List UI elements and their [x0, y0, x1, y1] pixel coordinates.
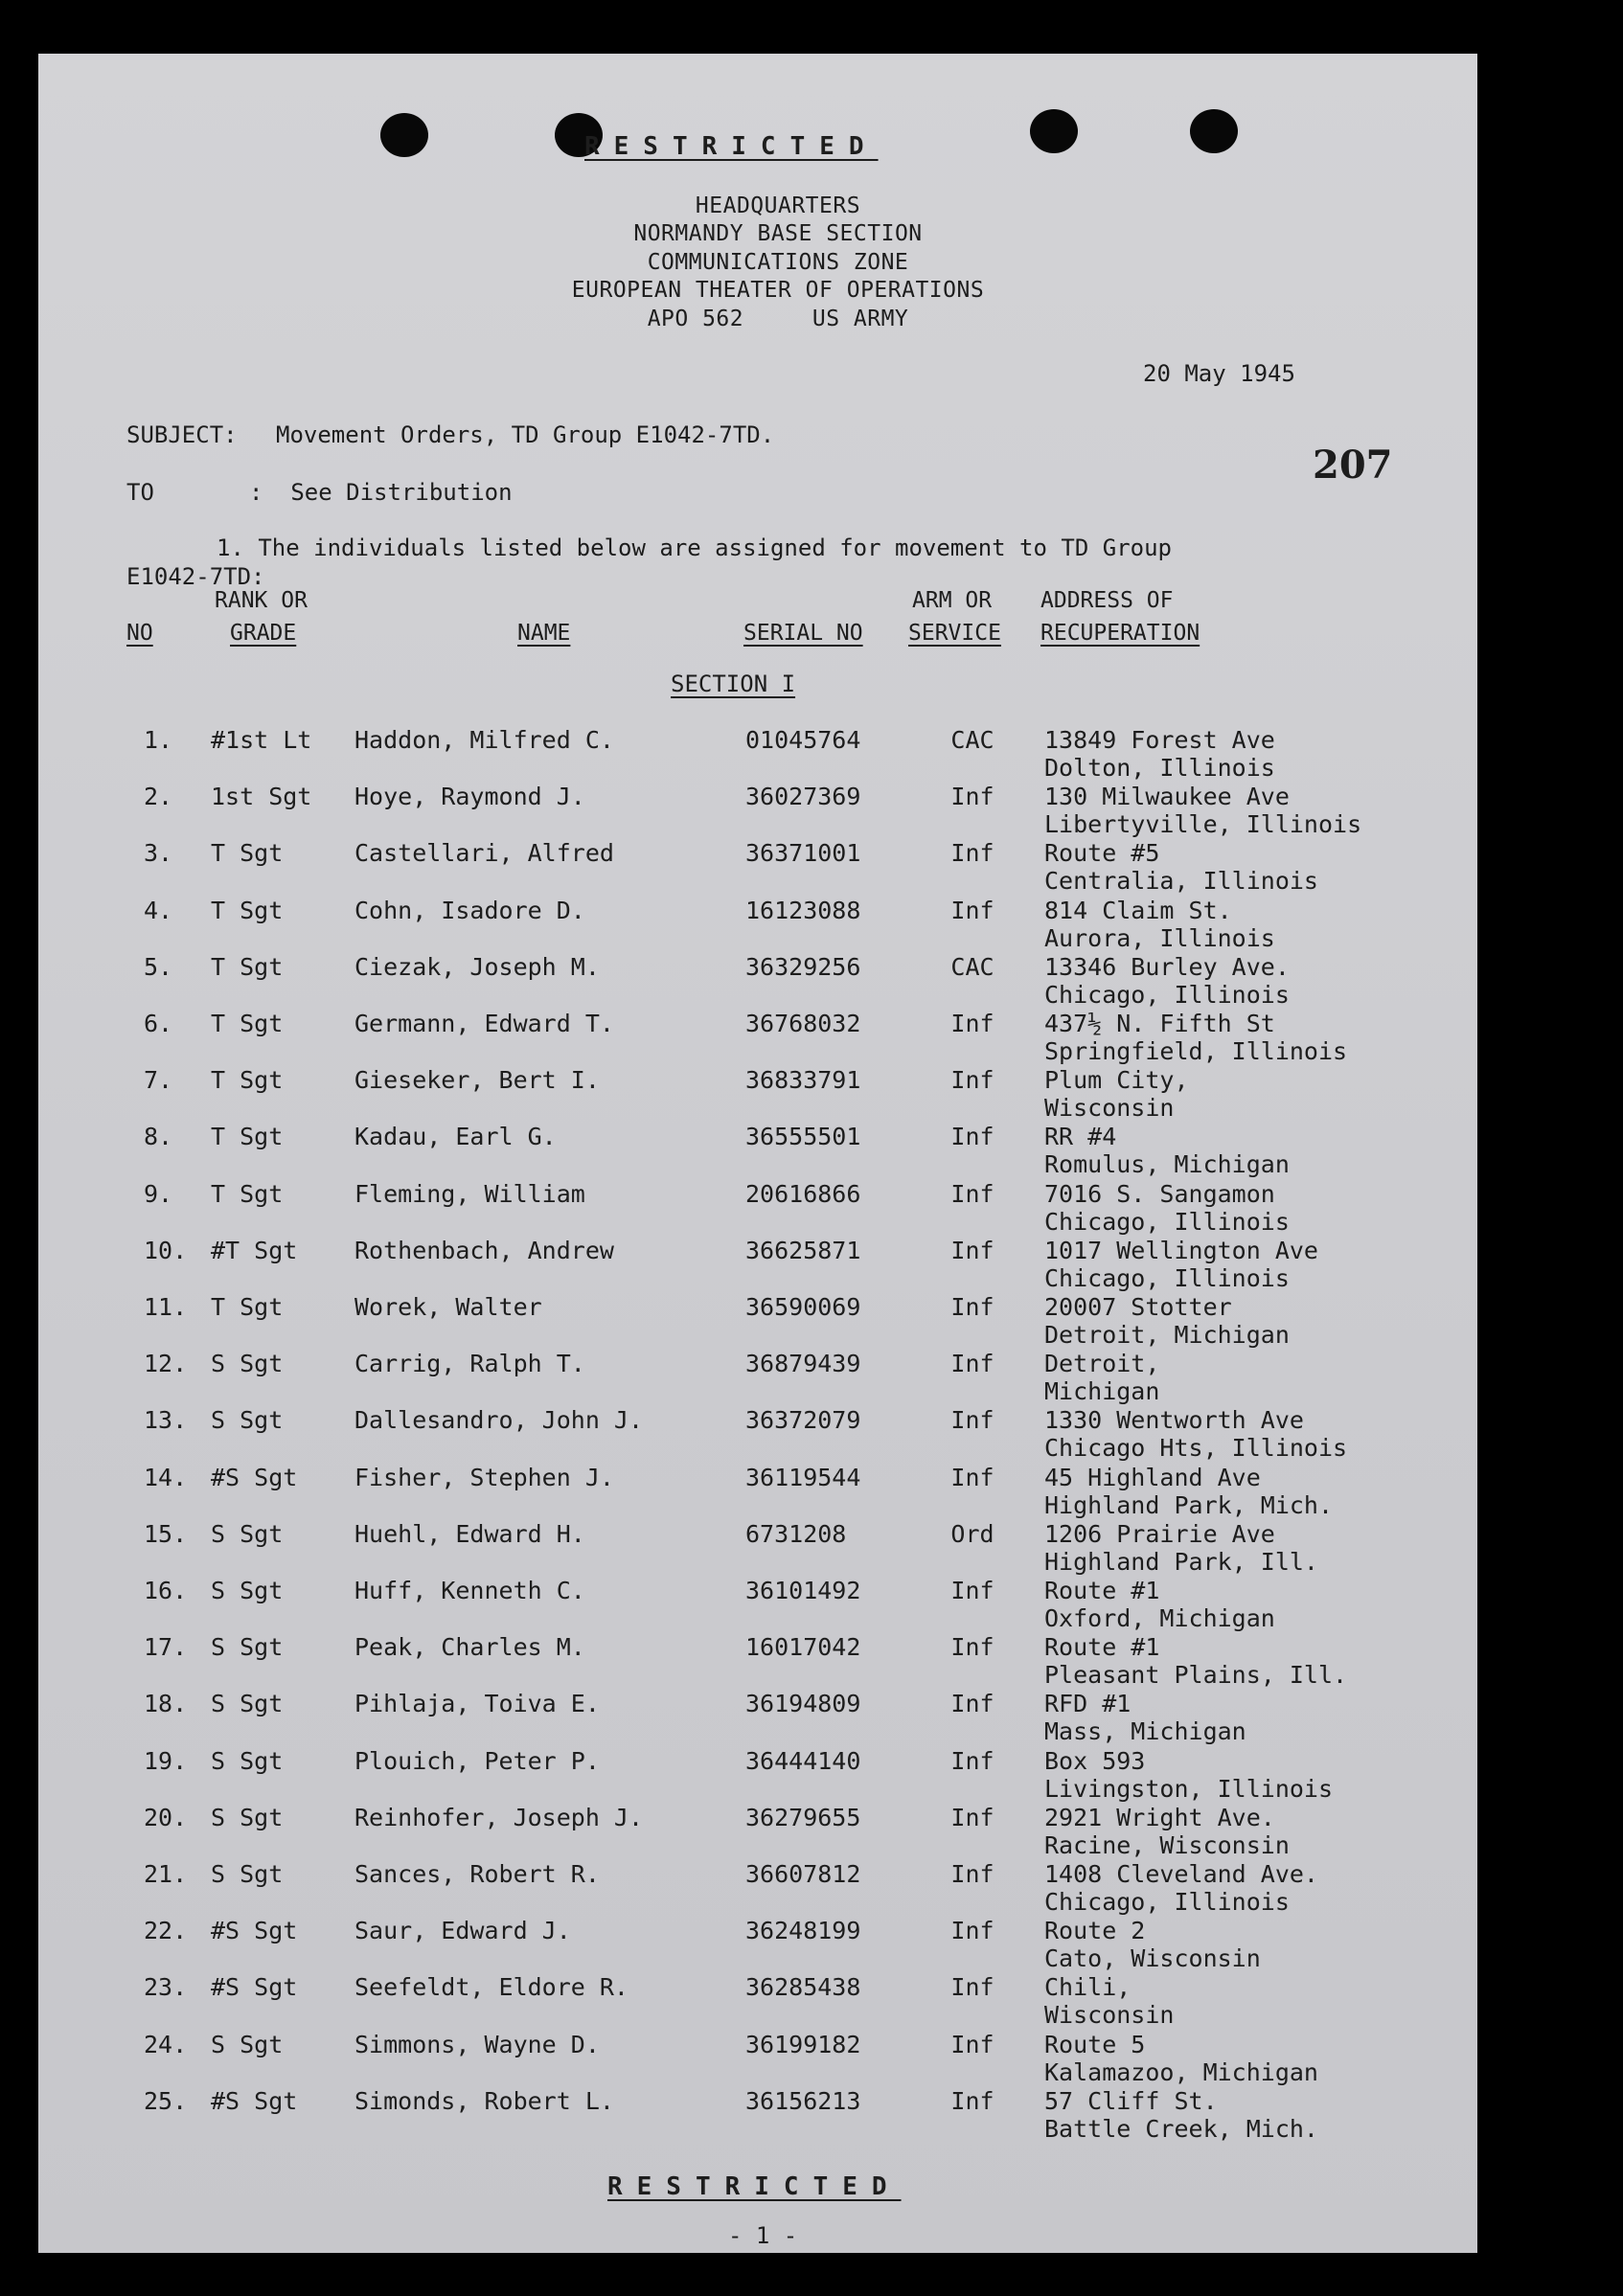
table-row [38, 1973, 1477, 2030]
row-name: Reinhofer, Joseph J. [354, 1803, 644, 1831]
row-address-line2: Livingston, Illinois [1044, 1774, 1334, 1803]
row-address [1044, 1293, 1290, 1349]
page-number: - 1 - [728, 2222, 798, 2249]
table-row [38, 897, 1477, 953]
row-address-line2: Wisconsin [1044, 2001, 1175, 2030]
row-name: Pihlaja, Toiva E. [354, 1690, 600, 1718]
row-serial: 36279655 [745, 1803, 861, 1831]
row-rank: T Sgt [211, 1179, 284, 1208]
row-rank: S Sgt [211, 2030, 284, 2058]
header-line-3: COMMUNICATIONS ZONE [647, 250, 909, 275]
row-serial: 36119544 [745, 1463, 861, 1491]
row-rank: #T Sgt [211, 1236, 298, 1264]
row-rank: T Sgt [211, 1293, 284, 1321]
row-address-line1: 1408 Cleveland Ave. [1044, 1860, 1318, 1888]
table-row [38, 1123, 1477, 1179]
row-rank: S Sgt [211, 1350, 284, 1378]
row-number: 23. [144, 1973, 188, 2002]
row-number: 19. [144, 1746, 188, 1775]
row-address-line1: 814 Claim St. [1044, 896, 1232, 924]
row-address-line2: Kalamazoo, Michigan [1044, 2057, 1318, 2086]
row-rank: #S Sgt [211, 1463, 298, 1491]
row-name: Haddon, Milfred C. [354, 726, 614, 754]
header-line-5: APO 562 US ARMY [647, 307, 909, 331]
header-line-4: EUROPEAN THEATER OF OPERATIONS [571, 278, 985, 303]
row-arm: Inf [950, 1917, 994, 1945]
row-arm: Inf [950, 1236, 994, 1264]
table-row [38, 1860, 1477, 1917]
table-row [38, 2087, 1477, 2144]
row-arm: Inf [950, 2086, 994, 2115]
row-arm: Inf [950, 1746, 994, 1775]
table-row [38, 1520, 1477, 1577]
row-address-line1: 437½ N. Fifth St [1044, 1010, 1275, 1037]
row-name: Castellari, Alfred [354, 839, 614, 868]
row-address [1044, 1350, 1159, 1405]
row-address-line1: 13849 Forest Ave [1044, 726, 1275, 754]
row-address-line1: 13346 Burley Ave. [1044, 952, 1290, 981]
row-rank: S Sgt [211, 1690, 284, 1718]
row-address [1044, 1237, 1318, 1292]
col-header-address [1040, 584, 1200, 649]
row-rank: S Sgt [211, 1860, 284, 1888]
row-arm: Inf [950, 1463, 994, 1491]
row-number: 14. [144, 1463, 188, 1491]
row-address-line1: 45 Highland Ave [1044, 1463, 1261, 1491]
row-address-line2: Detroit, Michigan [1044, 1321, 1290, 1349]
row-name: Cohn, Isadore D. [354, 896, 585, 924]
row-name: Peak, Charles M. [354, 1633, 585, 1662]
row-address-line2: Libertyville, Illinois [1044, 810, 1362, 839]
table-row [38, 726, 1477, 783]
row-address-line2: Chicago Hts, Illinois [1044, 1434, 1348, 1463]
row-rank: S Sgt [211, 1519, 284, 1548]
row-rank: S Sgt [211, 1633, 284, 1662]
row-arm: Inf [950, 2030, 994, 2058]
table-row [38, 1804, 1477, 1860]
row-arm: Inf [950, 1010, 994, 1037]
row-address-line1: Route #1 [1044, 1633, 1160, 1662]
col-header-serial: SERIAL NO [743, 621, 863, 646]
row-name: Fisher, Stephen J. [354, 1463, 614, 1491]
row-serial: 36555501 [745, 1123, 861, 1151]
table-row [38, 1917, 1477, 1973]
row-address-line1: Plum City, [1044, 1066, 1189, 1095]
row-serial: 36329256 [745, 952, 861, 981]
row-address-line1: Box 593 [1044, 1746, 1146, 1775]
row-address [1044, 1973, 1174, 2029]
col-header-arm-line1: ARM OR [912, 588, 993, 613]
row-serial: 16017042 [745, 1633, 861, 1662]
row-address [1044, 1066, 1189, 1122]
row-name: Hoye, Raymond J. [354, 783, 585, 811]
row-address-line1: Detroit, [1044, 1350, 1160, 1378]
row-arm: Inf [950, 1350, 994, 1378]
row-name: Rothenbach, Andrew [354, 1236, 614, 1264]
col-header-rank-line2: GRADE [230, 621, 297, 646]
row-address-line2: Cato, Wisconsin [1044, 1944, 1261, 1973]
row-rank: T Sgt [211, 952, 284, 981]
row-name: Sances, Robert R. [354, 1860, 600, 1888]
row-number: 16. [144, 1577, 188, 1604]
row-address-line2: Wisconsin [1044, 1094, 1175, 1123]
row-address [1044, 839, 1318, 895]
row-serial: 36371001 [745, 839, 861, 868]
row-rank: S Sgt [211, 1577, 284, 1604]
col-header-address-line1: ADDRESS OF [1040, 588, 1174, 613]
document-page [38, 54, 1477, 2253]
row-rank: T Sgt [211, 1123, 284, 1151]
row-rank: S Sgt [211, 1803, 284, 1831]
row-number: 21. [144, 1860, 188, 1888]
row-arm: Inf [950, 1803, 994, 1831]
table-row [38, 1464, 1477, 1520]
row-address [1044, 897, 1275, 952]
row-address-line1: Chili, [1044, 1973, 1132, 2002]
row-address [1044, 1860, 1318, 1916]
row-name: Kadau, Earl G. [354, 1123, 557, 1151]
row-rank: T Sgt [211, 1010, 284, 1037]
row-address [1044, 1406, 1347, 1462]
row-serial: 6731208 [745, 1519, 847, 1548]
document-date: 20 May 1945 [1143, 360, 1295, 387]
row-arm: Inf [950, 1860, 994, 1888]
col-header-address-line2: RECUPERATION [1040, 621, 1200, 646]
row-arm: Inf [950, 1690, 994, 1718]
row-address-line1: 20007 Stotter [1044, 1293, 1232, 1321]
row-address [1044, 1917, 1261, 1972]
table-row [38, 1633, 1477, 1690]
row-name: Carrig, Ralph T. [354, 1350, 585, 1378]
row-number: 1. [144, 726, 173, 754]
row-name: Dallesandro, John J. [354, 1406, 644, 1435]
row-serial: 36199182 [745, 2030, 861, 2058]
row-rank: S Sgt [211, 1746, 284, 1775]
row-serial: 36101492 [745, 1577, 861, 1604]
row-arm: Inf [950, 1293, 994, 1321]
row-number: 25. [144, 2086, 188, 2115]
row-arm: Inf [950, 1123, 994, 1151]
row-address-line2: Chicago, Illinois [1044, 1888, 1290, 1916]
row-address [1044, 1180, 1290, 1236]
row-number: 2. [144, 783, 173, 811]
row-number: 22. [144, 1917, 188, 1945]
row-address-line2: Chicago, Illinois [1044, 1207, 1290, 1236]
row-number: 18. [144, 1690, 188, 1718]
row-address [1044, 953, 1290, 1009]
row-address [1044, 1464, 1333, 1519]
row-name: Seefeldt, Eldore R. [354, 1973, 629, 2002]
row-number: 6. [144, 1010, 173, 1037]
row-arm: Inf [950, 839, 994, 868]
col-header-rank-line1: RANK OR [215, 588, 308, 613]
row-name: Simonds, Robert L. [354, 2086, 614, 2115]
table-row [38, 1406, 1477, 1463]
row-address-line2: Dolton, Illinois [1044, 754, 1275, 782]
row-number: 17. [144, 1633, 188, 1662]
classification-header: RESTRICTED [584, 132, 879, 161]
table-row [38, 1747, 1477, 1804]
row-address-line2: Racine, Wisconsin [1044, 1830, 1290, 1859]
row-address [1044, 1520, 1318, 1576]
col-header-no: NO [126, 621, 153, 646]
row-number: 12. [144, 1350, 188, 1378]
row-arm: Inf [950, 1577, 994, 1604]
col-header-arm-line2: SERVICE [908, 621, 1001, 646]
paragraph-1: 1. The individuals listed below are assigned for movement to TD Group [217, 534, 1172, 561]
row-arm: Inf [950, 1066, 994, 1095]
row-number: 4. [144, 896, 173, 924]
row-address-line1: Route #1 [1044, 1577, 1160, 1604]
row-name: Huff, Kenneth C. [354, 1577, 585, 1604]
row-serial: 36768032 [745, 1010, 861, 1037]
row-address-line1: 1206 Prairie Ave [1044, 1519, 1275, 1548]
row-name: Simmons, Wayne D. [354, 2030, 600, 2058]
row-arm: Inf [950, 783, 994, 811]
table-row [38, 1577, 1477, 1633]
table-row [38, 1180, 1477, 1237]
row-name: Ciezak, Joseph M. [354, 952, 600, 981]
row-address-line2: Highland Park, Ill. [1044, 1547, 1318, 1576]
row-address-line2: Centralia, Illinois [1044, 867, 1318, 896]
row-serial: 16123088 [745, 896, 861, 924]
row-arm: Inf [950, 1406, 994, 1435]
table-row [38, 1350, 1477, 1406]
row-serial: 36027369 [745, 783, 861, 811]
table-row [38, 1010, 1477, 1066]
to-label: TO [126, 479, 154, 506]
row-serial: 36625871 [745, 1236, 861, 1264]
row-arm: Inf [950, 1633, 994, 1662]
row-serial: 01045764 [745, 726, 861, 754]
row-address-line2: Chicago, Illinois [1044, 1263, 1290, 1292]
row-address [1044, 783, 1361, 838]
row-address-line2: Battle Creek, Mich. [1044, 2114, 1318, 2143]
row-number: 11. [144, 1293, 188, 1321]
row-serial: 20616866 [745, 1179, 861, 1208]
table-row [38, 839, 1477, 896]
row-number: 13. [144, 1406, 188, 1435]
row-name: Huehl, Edward H. [354, 1519, 585, 1548]
row-address-line1: Route 2 [1044, 1917, 1146, 1945]
row-rank: T Sgt [211, 839, 284, 868]
row-address [1044, 1123, 1290, 1178]
subject-label: SUBJECT: [126, 421, 238, 448]
row-address-line1: RR #4 [1044, 1123, 1117, 1151]
table-row [38, 1293, 1477, 1350]
row-rank: #S Sgt [211, 1973, 298, 2002]
row-address [1044, 1747, 1333, 1803]
row-address-line2: Aurora, Illinois [1044, 923, 1275, 952]
punch-hole-1 [380, 113, 428, 157]
section-title: SECTION I [671, 671, 796, 697]
row-arm: Inf [950, 896, 994, 924]
row-serial: 36444140 [745, 1746, 861, 1775]
row-rank: S Sgt [211, 1406, 284, 1435]
table-row [38, 783, 1477, 839]
classification-footer: RESTRICTED [607, 2172, 902, 2201]
row-name: Worek, Walter [354, 1293, 542, 1321]
table-row [38, 1066, 1477, 1123]
row-number: 7. [144, 1066, 173, 1095]
row-arm: Inf [950, 1179, 994, 1208]
paragraph-1-continued: E1042-7TD: [126, 563, 265, 590]
row-address-line2: Pleasant Plains, Ill. [1044, 1661, 1348, 1690]
row-serial: 36607812 [745, 1860, 861, 1888]
row-arm: Ord [950, 1519, 994, 1548]
row-arm: CAC [950, 952, 994, 981]
subject-value: Movement Orders, TD Group E1042-7TD. [276, 421, 775, 448]
col-header-name: NAME [517, 621, 571, 646]
table-row [38, 1237, 1477, 1293]
row-arm: CAC [950, 726, 994, 754]
row-number: 9. [144, 1179, 173, 1208]
row-address-line1: 130 Milwaukee Ave [1044, 783, 1290, 811]
row-serial: 36156213 [745, 2086, 861, 2115]
row-address-line2: Highland Park, Mich. [1044, 1490, 1334, 1519]
row-name: Germann, Edward T. [354, 1010, 614, 1037]
row-number: 10. [144, 1236, 188, 1264]
row-address-line2: Chicago, Illinois [1044, 980, 1290, 1009]
row-rank: 1st Sgt [211, 783, 312, 811]
row-address-line1: RFD #1 [1044, 1690, 1132, 1718]
row-serial: 36590069 [745, 1293, 861, 1321]
row-address-line1: Route 5 [1044, 2030, 1146, 2058]
row-rank: #S Sgt [211, 1917, 298, 1945]
col-header-arm [908, 584, 1001, 649]
row-serial: 36248199 [745, 1917, 861, 1945]
page-stamp: 207 [1313, 443, 1393, 488]
row-address [1044, 1690, 1246, 1745]
row-number: 8. [144, 1123, 173, 1151]
row-number: 3. [144, 839, 173, 868]
to-value: : See Distribution [249, 479, 513, 506]
row-address [1044, 1804, 1290, 1859]
row-rank: #S Sgt [211, 2086, 298, 2115]
row-name: Fleming, William [354, 1179, 585, 1208]
row-address [1044, 726, 1275, 782]
row-address-line2: Mass, Michigan [1044, 1717, 1246, 1746]
row-rank: T Sgt [211, 896, 284, 924]
header-line-2: NORMANDY BASE SECTION [633, 221, 923, 246]
row-address [1044, 2031, 1318, 2086]
row-rank: #1st Lt [211, 726, 312, 754]
row-address-line1: 57 Cliff St. [1044, 2086, 1218, 2115]
row-number: 20. [144, 1803, 188, 1831]
row-serial: 36372079 [745, 1406, 861, 1435]
row-address-line2: Springfield, Illinois [1044, 1037, 1348, 1065]
row-number: 15. [144, 1519, 188, 1548]
row-address-line1: 1017 Wellington Ave [1044, 1236, 1318, 1264]
row-serial: 36285438 [745, 1973, 861, 2002]
table-row [38, 953, 1477, 1010]
row-number: 5. [144, 952, 173, 981]
row-address-line1: Route #5 [1044, 839, 1160, 868]
row-rank: T Sgt [211, 1066, 284, 1095]
header-line-1: HEADQUARTERS [695, 193, 861, 218]
punch-hole-4 [1190, 109, 1238, 153]
col-header-rank [215, 584, 308, 649]
row-address-line2: Romulus, Michigan [1044, 1150, 1290, 1179]
table-row [38, 1690, 1477, 1746]
row-name: Plouich, Peter P. [354, 1746, 600, 1775]
row-name: Saur, Edward J. [354, 1917, 571, 1945]
table-row [38, 2031, 1477, 2087]
row-address-line1: 2921 Wright Ave. [1044, 1803, 1275, 1831]
row-address-line2: Oxford, Michigan [1044, 1604, 1275, 1632]
row-number: 24. [144, 2030, 188, 2058]
row-address [1044, 1577, 1275, 1632]
row-address-line2: Michigan [1044, 1377, 1160, 1406]
punch-hole-3 [1030, 109, 1078, 153]
row-address-line1: 7016 S. Sangamon [1044, 1179, 1275, 1208]
row-name: Gieseker, Bert I. [354, 1066, 600, 1095]
row-address [1044, 1633, 1347, 1689]
row-serial: 36833791 [745, 1066, 861, 1095]
row-serial: 36879439 [745, 1350, 861, 1378]
row-address-line1: 1330 Wentworth Ave [1044, 1406, 1304, 1435]
row-arm: Inf [950, 1973, 994, 2002]
row-address [1044, 2087, 1318, 2143]
row-address [1044, 1010, 1347, 1065]
row-serial: 36194809 [745, 1690, 861, 1718]
